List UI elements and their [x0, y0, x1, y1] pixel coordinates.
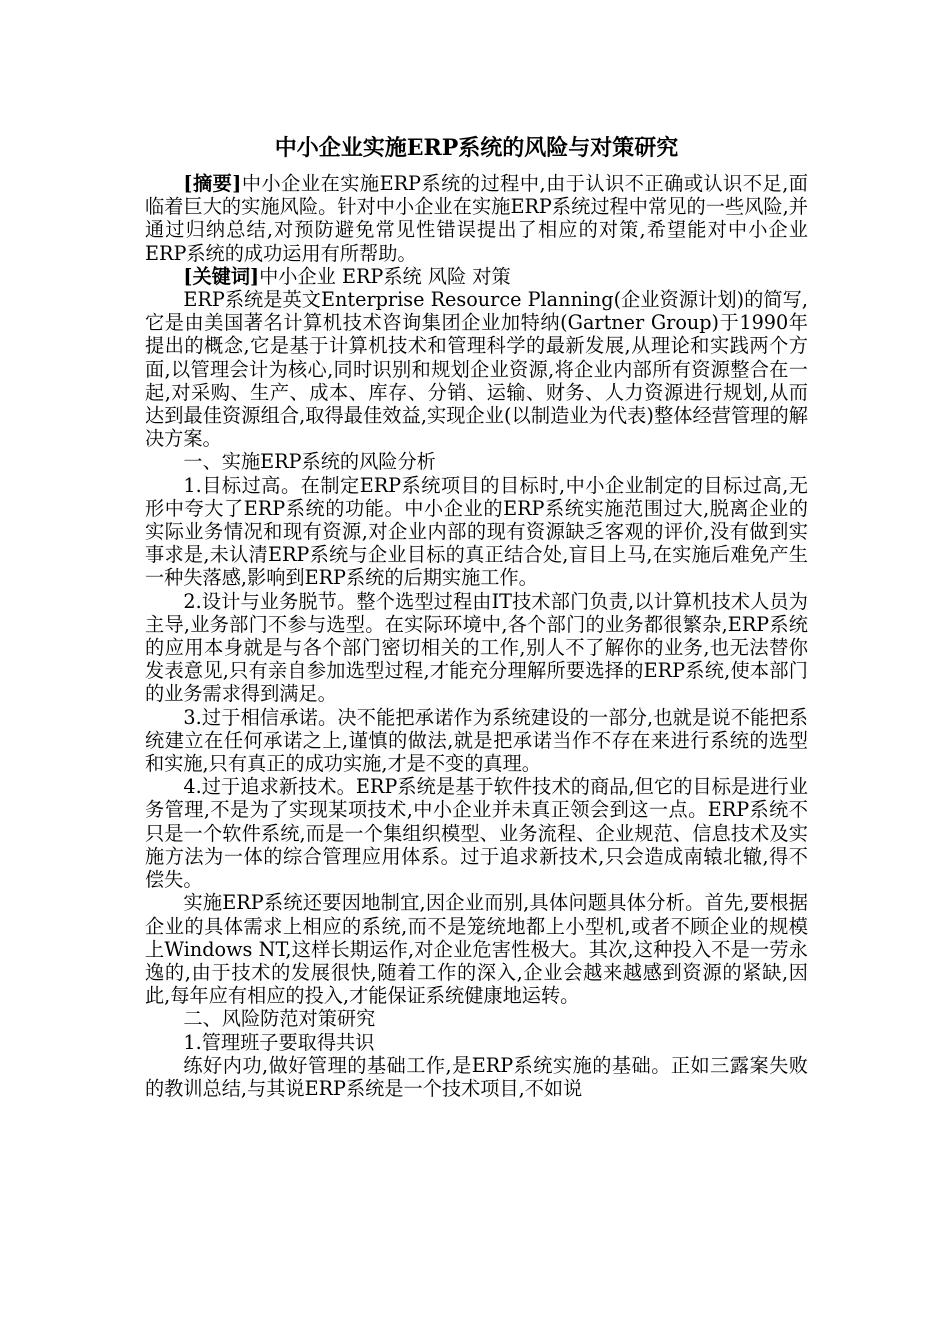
section-heading-countermeasures: 二、风险防范对策研究 [183, 1007, 376, 1031]
paragraph-management-basics: 练好内功,做好管理的基础工作,是ERP系统实施的基础。正如三露案失败的教训总结,与其说ERP系统是一个技术项目,不如说 [145, 1053, 808, 1100]
keywords-label: [关键词] [183, 264, 260, 288]
abstract-text: 中小企业在实施ERP系统的过程中,由于认识不正确或认识不足,面临着巨大的实施风险。针对中小企业在实施ERP系统过程中常见的一些风险,并通过归纳总结,对预防避免常见性错误提出了相应的对策,希望能对中小企业ERP系统的成功运用有所帮助。 [145, 172, 808, 265]
section-heading-risk-analysis: 一、实施ERP系统的风险分析 [183, 450, 436, 474]
paragraph-risk-4: 4.过于追求新技术。ERP系统是基于软件技术的商品,但它的目标是进行业务管理,不是为了实现某项技术,中小企业并未真正领会到这一点。ERP系统不只是一个软件系统,而是一个集组织模型、业务流程、企业规范、信息技术及实施方法为一体的综合管理应用体系。过于追求新技术,只会造成南辕北辙,得不偿失。 [145, 775, 808, 892]
paragraph-risk-3: 3.过于相信承诺。决不能把承诺作为系统建设的一部分,也就是说不能把系统建立在任何承诺之上,谨慎的做法,就是把承诺当作不存在来进行系统的选型和实施,只有真正的成功实施,才是不变的真理。 [145, 705, 808, 776]
document-page [145, 128, 808, 1100]
paragraph-risk-1: 1.目标过高。在制定ERP系统项目的目标时,中小企业制定的目标过高,无形中夸大了ERP系统的功能。中小企业的ERP系统实施范围过大,脱离企业的实际业务情况和现有资源,对企业内部的现有资源缺乏客观的评价,没有做到实事求是,未认清ERP系统与企业目标的真正结合处,盲目上马,在实施后难免产生一种失落感,影响到ERP系统的后期实施工作。 [145, 473, 808, 590]
keywords-text: 中小企业 ERP系统 风险 对策 [259, 264, 511, 288]
abstract-label: [摘要] [183, 172, 242, 195]
document-title: 中小企业实施ERP系统的风险与对策研究 [274, 135, 679, 161]
keywords-paragraph [145, 265, 808, 288]
subheading-management-consensus: 1.管理班子要取得共识 [183, 1030, 375, 1054]
paragraph-implementation: 实施ERP系统还要因地制宜,因企业而别,具体问题具体分析。首先,要根据企业的具体需求上相应的系统,而不是笼统地都上小型机,或者不顾企业的规模上Windows NT,这样长期运作,对企业危害性极大。其次,这种投入不是一劳永逸的,由于技术的发展很快,随着工作的深入,企业会越来越感到资源的紧缺,因此,每年应有相应的投入,才能保证系统健康地运转。 [145, 891, 808, 1008]
abstract-paragraph [145, 172, 808, 265]
paragraph-erp-definition: ERP系统是英文Enterprise Resource Planning(企业资源计划)的简写,它是由美国著名计算机技术咨询集团企业加特纳(Gartner Group)于1990年提出的概念,它是基于计算机技术和管理科学的最新发展,从理论和实践两个方面,以管理会计为核心,同时识别和规划企业资源,将企业内部所有资源整合在一起,对采购、生产、成本、库存、分销、运输、财务、人力资源进行规划,从而达到最佳资源组合,取得最佳效益,实现企业(以制造业为代表)整体经营管理的解决方案。 [145, 288, 808, 451]
paragraph-risk-2: 2.设计与业务脱节。整个选型过程由IT技术部门负责,以计算机技术人员为主导,业务部门不参与选型。在实际环境中,各个部门的业务都很繁杂,ERP系统的应用本身就是与各个部门密切相关的工作,别人不了解你的业务,也无法替你发表意见,只有亲自参加选型过程,才能充分理解所要选择的ERP系统,使本部门的业务需求得到满足。 [145, 589, 808, 706]
